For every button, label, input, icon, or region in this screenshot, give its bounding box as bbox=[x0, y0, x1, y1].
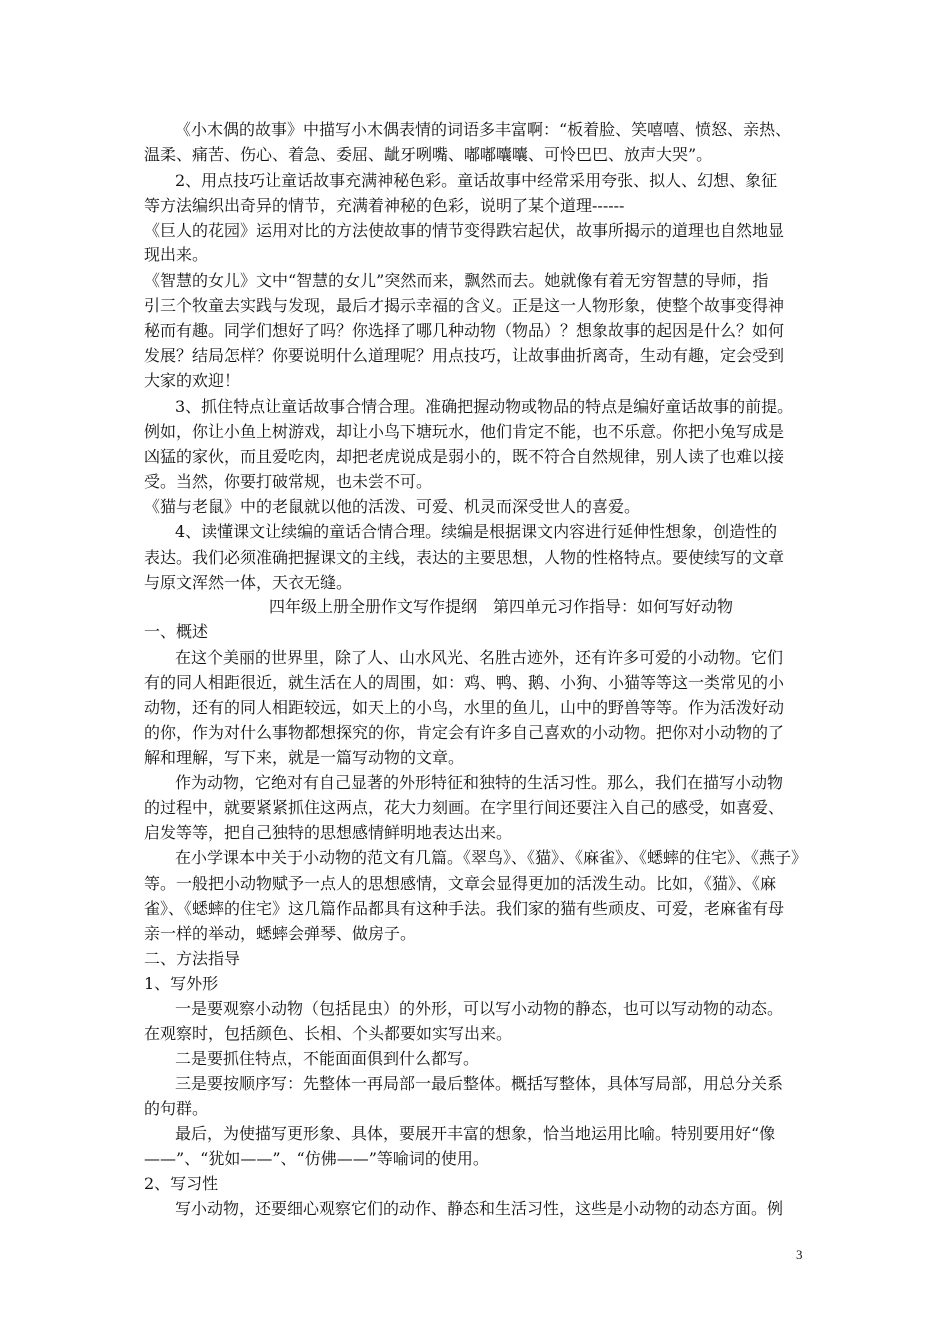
text-line: 凶猛的家伙，而且爱吃肉，却把老虎说成是弱小的，既不符合自然规律，别人读了也难以接 bbox=[144, 447, 785, 466]
text-line: 启发等等，把自己独特的思想感情鲜明地表达出来。 bbox=[144, 823, 513, 842]
text-line: 例如，你让小鱼上树游戏，却让小鸟下塘玩水，他们肯定不能，也不乐意。你把小兔写成是 bbox=[144, 422, 785, 441]
text-line: 的你，作为对什么事物都想探究的你，肯定会有许多自己喜欢的小动物。把你对小动物的了 bbox=[144, 723, 785, 742]
text-line: 现出来。 bbox=[144, 245, 209, 264]
subheading-habits: 2、写习性 bbox=[144, 1174, 219, 1193]
text-line: 等方法编织出奇异的情节，充满着神秘的色彩，说明了某个道理------ bbox=[144, 196, 625, 215]
text-line: 一是要观察小动物（包括昆虫）的外形，可以写小动物的静态，也可以写动物的动态。 bbox=[175, 999, 784, 1018]
text-line: 的过程中，就要紧紧抓住这两点，花大力刻画。在字里行间还要注入自己的感受，如喜爱、 bbox=[144, 798, 785, 817]
text-line: 4、读懂课文让续编的童话合情合理。续编是根据课文内容进行延伸性想象，创造性的 bbox=[175, 522, 778, 541]
text-line: 3、抓住特点让童话故事合情合理。准确把握动物或物品的特点是编好童话故事的前提。 bbox=[175, 397, 794, 416]
text-line: 动物，还有的同人相距较远，如天上的小鸟，水里的鱼儿，山中的野兽等等。作为活泼好动 bbox=[144, 698, 785, 717]
page-number: 3 bbox=[796, 1247, 803, 1262]
text-line: 作为动物，它绝对有自己显著的外形特征和独特的生活习性。那么，我们在描写小动物 bbox=[175, 773, 784, 792]
text-line: 有的同人相距很近，就生活在人的周围，如：鸡、鸭、鹅、小狗、小猫等等这一类常见的小 bbox=[144, 673, 785, 692]
text-line: 在小学课本中关于小动物的范文有几篇。《翠鸟》、《猫》、《麻雀》、《蟋蟀的住宅》、《燕子》 bbox=[175, 848, 808, 867]
text-line: 《智慧的女儿》文中“智慧的女儿”突然而来，飘然而去。她就像有着无穷智慧的导师，指 bbox=[144, 271, 769, 290]
text-line: 秘而有趣。同学们想好了吗？你选择了哪几种动物（物品）？想象故事的起因是什么？如何 bbox=[144, 321, 785, 340]
section-title: 四年级上册全册作文写作提纲 第四单元习作指导：如何写好动物 bbox=[269, 597, 734, 616]
text-line: 《猫与老鼠》中的老鼠就以他的活泼、可爱、机灵而深受世人的喜爱。 bbox=[144, 497, 641, 516]
text-line: 等。一般把小动物赋予一点人的思想感情，文章会显得更加的活泼生动。比如，《猫》、《麻 bbox=[144, 874, 777, 893]
text-line: 解和理解，写下来，就是一篇写动物的文章。 bbox=[144, 748, 465, 767]
heading-overview: 一、概述 bbox=[144, 622, 209, 641]
text-line: 《小木偶的故事》中描写小木偶表情的词语多丰富啊：“板着脸、笑嘻嘻、愤怒、亲热、 bbox=[175, 120, 792, 139]
subheading-appearance: 1、写外形 bbox=[144, 974, 219, 993]
heading-method: 二、方法指导 bbox=[144, 949, 241, 968]
text-line: 大家的欢迎！ bbox=[144, 371, 241, 390]
text-line: 发展？结局怎样？你要说明什么道理呢？用点技巧，让故事曲折离奇，生动有趣，定会受到 bbox=[144, 346, 785, 365]
text-line: 雀》、《蟋蟀的住宅》这几篇作品都具有这种手法。我们家的猫有些顽皮、可爱，老麻雀有母 bbox=[144, 899, 785, 918]
text-line: 与原文浑然一体，天衣无缝。 bbox=[144, 573, 353, 592]
text-line: 的句群。 bbox=[144, 1099, 209, 1118]
text-line: 最后，为使描写更形象、具体，要展开丰富的想象，恰当地运用比喻。特别要用好“像 bbox=[175, 1124, 776, 1143]
text-line: 表达。我们必须准确把握课文的主线，表达的主要思想，人物的性格特点。要使续写的文章 bbox=[144, 548, 785, 567]
text-line: ——”、“犹如——”、“仿佛——”等喻词的使用。 bbox=[144, 1149, 489, 1168]
text-line: 三是要按顺序写：先整体一再局部一最后整体。概括写整体，具体写局部，用总分关系 bbox=[175, 1074, 784, 1093]
text-line: 在观察时，包括颜色、长相、个头都要如实写出来。 bbox=[144, 1024, 513, 1043]
text-line: 亲一样的举动，蟋蟀会弹琴、做房子。 bbox=[144, 924, 417, 943]
text-line: 写小动物，还要细心观察它们的动作、静态和生活习性，这些是小动物的动态方面。例 bbox=[175, 1199, 784, 1218]
text-line: 受。当然，你要打破常规，也未尝不可。 bbox=[144, 472, 433, 491]
text-line: 《巨人的花园》运用对比的方法使故事的情节变得跌宕起伏，故事所揭示的道理也自然地显 bbox=[144, 221, 785, 240]
text-line: 2、用点技巧让童话故事充满神秘色彩。童话故事中经常采用夸张、拟人、幻想、象征 bbox=[175, 171, 778, 190]
text-line: 温柔、痛苦、伤心、着急、委屈、龇牙咧嘴、嘟嘟囔囔、可怜巴巴、放声大哭”。 bbox=[144, 145, 713, 164]
text-line: 引三个牧童去实践与发现，最后才揭示幸福的含义。正是这一人物形象，使整个故事变得神 bbox=[144, 296, 785, 315]
text-line: 二是要抓住特点，不能面面俱到什么都写。 bbox=[175, 1049, 480, 1068]
text-line: 在这个美丽的世界里，除了人、山水风光、名胜古迹外，还有许多可爱的小动物。它们 bbox=[175, 648, 784, 667]
